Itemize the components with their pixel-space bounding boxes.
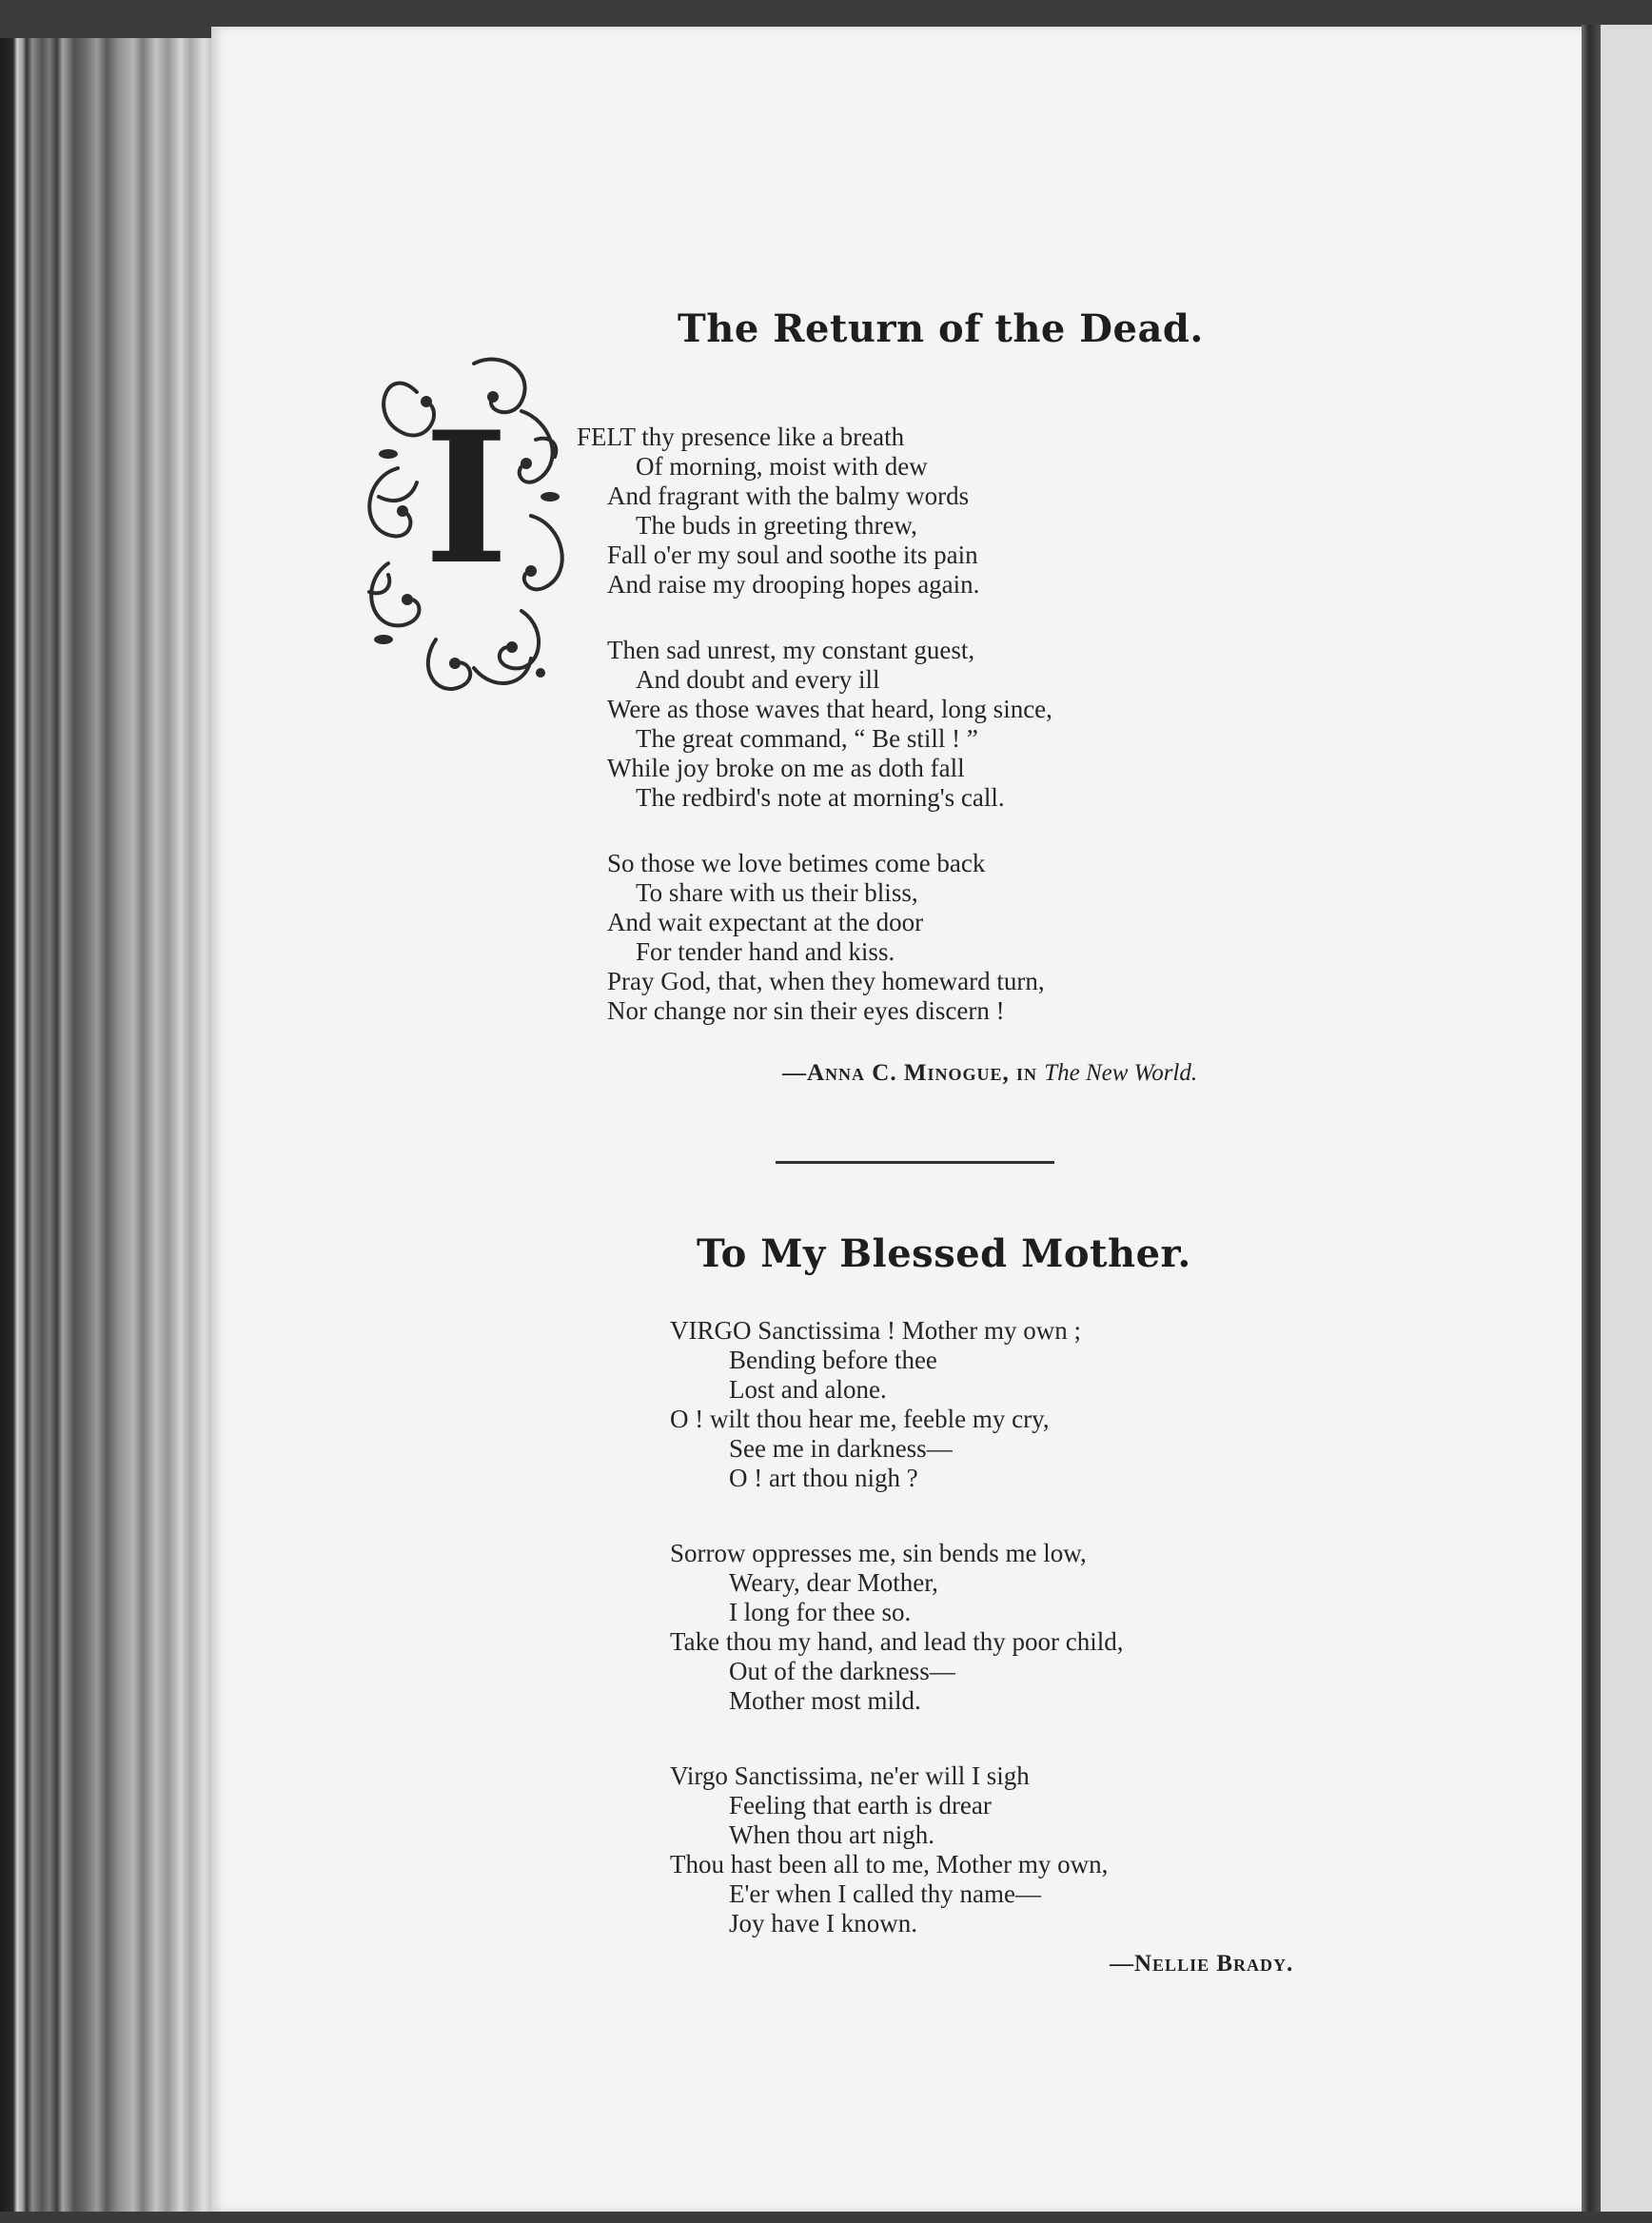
- poem-line: I long for thee so.: [729, 1598, 912, 1626]
- poem-line: Then sad unrest, my constant guest,: [607, 636, 975, 664]
- poem-line: While joy broke on me as doth fall: [607, 754, 965, 782]
- poem-line: And fragrant with the balmy words: [607, 482, 970, 510]
- poem-line: Thou hast been all to me, Mother my own,: [670, 1850, 1109, 1879]
- poem-line: Sorrow oppresses me, sin bends me low,: [670, 1539, 1087, 1567]
- poem-line: And doubt and every ill: [636, 665, 880, 694]
- poem-line: Weary, dear Mother,: [729, 1568, 938, 1597]
- poem-line: E'er when I called thy name—: [729, 1879, 1041, 1908]
- poem-line: Bending before thee: [729, 1346, 937, 1374]
- poem-line: FELT thy presence like a breath: [577, 423, 905, 451]
- poem-line: So those we love betimes come back: [607, 849, 986, 877]
- poem-line: And raise my drooping hopes again.: [607, 570, 980, 599]
- poem-line: VIRGO Sanctissima ! Mother my own ;: [670, 1316, 1081, 1345]
- poem-line: Take thou my hand, and lead thy poor child,: [670, 1627, 1124, 1656]
- poem-line: The great command, “ Be still ! ”: [636, 724, 978, 753]
- poem-line: Virgo Sanctissima, ne'er will I sigh: [670, 1761, 1030, 1790]
- poem-line: O ! art thou nigh ?: [729, 1464, 918, 1492]
- poem-line: Out of the darkness—: [729, 1657, 955, 1685]
- poem-line: Of morning, moist with dew: [636, 452, 928, 481]
- poem-line: To share with us their bliss,: [636, 878, 918, 907]
- poem-line: O ! wilt thou hear me, feeble my cry,: [670, 1405, 1050, 1433]
- poem-line: Fall o'er my soul and soothe its pain: [607, 541, 978, 569]
- poem-line: Mother most mild.: [729, 1686, 921, 1715]
- book-page-edges: [0, 38, 221, 2223]
- scan-background-bottom: [0, 2212, 1652, 2223]
- poem-line: For tender hand and kiss.: [636, 937, 895, 966]
- poem-attribution: —Anna C. Minogue, in The New World.: [782, 1060, 1198, 1086]
- poem-line: The buds in greeting threw,: [636, 511, 917, 540]
- ornamental-drop-cap-icon: [360, 354, 580, 702]
- section-divider: [776, 1161, 1054, 1164]
- poem-line: Feeling that earth is drear: [729, 1791, 992, 1820]
- poem-attribution: —Nellie Brady.: [1110, 1951, 1294, 1977]
- poem-line: The redbird's note at morning's call.: [636, 783, 1005, 812]
- poem-title: To My Blessed Mother.: [697, 1231, 1191, 1276]
- poem-line: Pray God, that, when they homeward turn,: [607, 967, 1045, 995]
- poem-line: Joy have I known.: [729, 1909, 917, 1938]
- drop-cap-letter: I: [423, 392, 509, 604]
- book-gutter-right: [1582, 25, 1601, 2213]
- poem-line: When thou art nigh.: [729, 1820, 934, 1849]
- poem-line: Nor change nor sin their eyes discern !: [607, 996, 1005, 1025]
- poem-line: And wait expectant at the door: [607, 908, 924, 936]
- facing-page-sliver: [1601, 25, 1652, 2223]
- poem-line: Were as those waves that heard, long since,: [607, 695, 1052, 723]
- poem-line: Lost and alone.: [729, 1375, 887, 1404]
- poem-line: See me in darkness—: [729, 1434, 953, 1463]
- poem-title: The Return of the Dead.: [678, 306, 1204, 351]
